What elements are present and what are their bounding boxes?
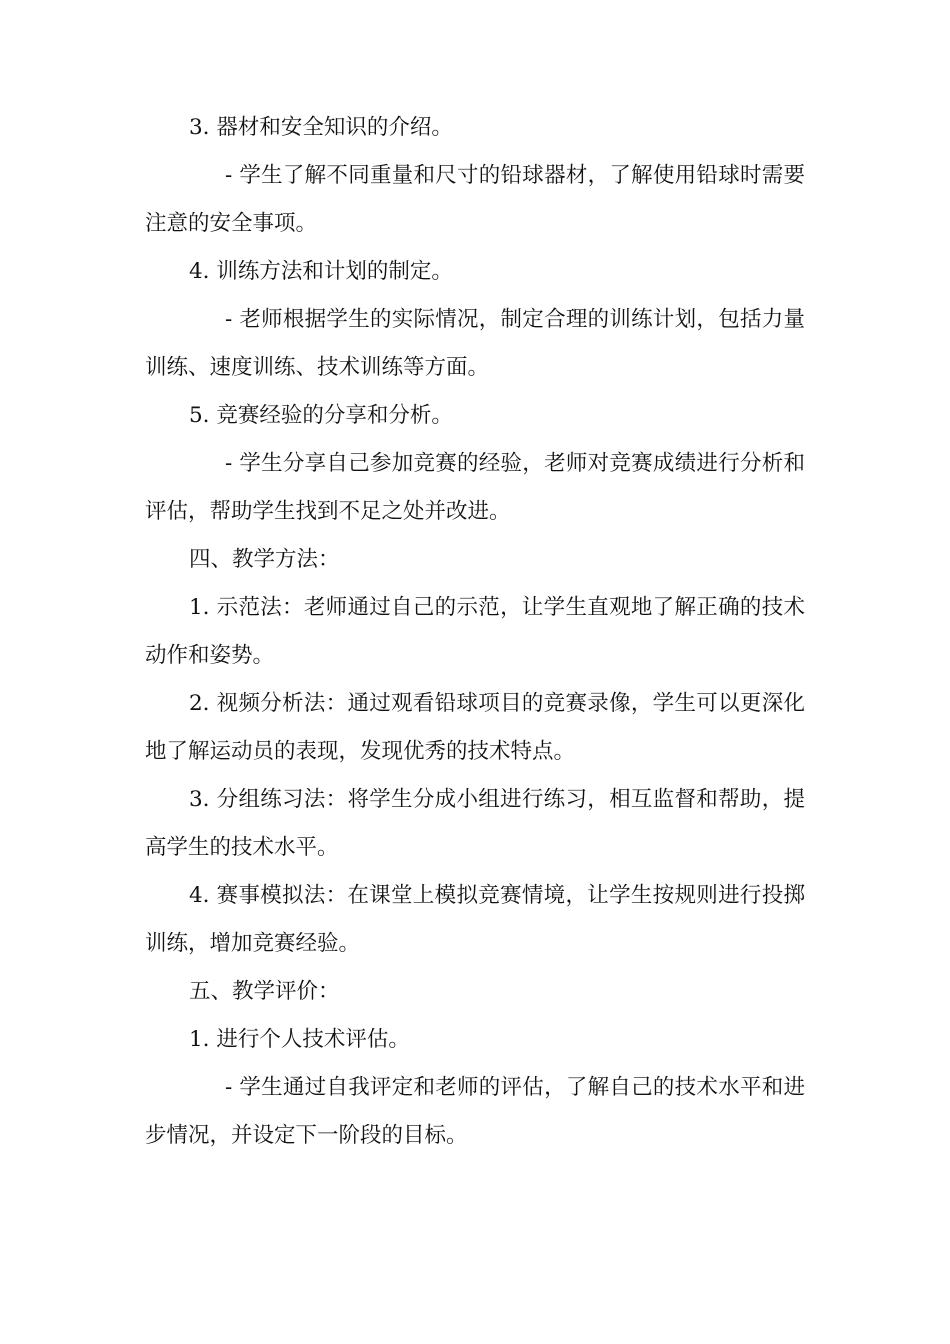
sub-item-competition-detail: - 学生分享自己参加竞赛的经验，老师对竞赛成绩进行分析和评估，帮助学生找到不足之处并改进。 — [145, 451, 805, 524]
list-item-competition-experience: 5. 竞赛经验的分享和分析。 — [189, 403, 453, 428]
sub-item-training-detail: - 老师根据学生的实际情况，制定合理的训练计划，包括力量训练、速度训练、技术训练等方面。 — [145, 307, 805, 380]
list-item-training-plan: 4. 训练方法和计划的制定。 — [189, 259, 453, 284]
section-heading-teaching-methods: 四、教学方法： — [189, 547, 340, 572]
sub-item-assessment-detail: - 学生通过自我评定和老师的评估，了解自己的技术水平和进步情况，并设定下一阶段的目标。 — [145, 1075, 805, 1148]
list-item-video-analysis: 2. 视频分析法：通过观看铅球项目的竞赛录像，学生可以更深化地了解运动员的表现，发现优秀的技术特点。 — [145, 691, 805, 764]
list-item-group-practice: 3. 分组练习法：将学生分成小组进行练习，相互监督和帮助，提高学生的技术水平。 — [145, 787, 805, 860]
document-body — [145, 104, 805, 1160]
list-item-event-simulation: 4. 赛事模拟法：在课堂上模拟竞赛情境，让学生按规则进行投掷训练，增加竞赛经验。 — [145, 883, 805, 956]
list-item-individual-assessment: 1. 进行个人技术评估。 — [189, 1027, 410, 1052]
section-heading-teaching-evaluation: 五、教学评价： — [189, 979, 340, 1004]
list-item-demonstration: 1. 示范法：老师通过自己的示范，让学生直观地了解正确的技术动作和姿势。 — [145, 595, 805, 668]
list-item-equipment-safety: 3. 器材和安全知识的介绍。 — [189, 115, 453, 140]
sub-item-equipment-detail: - 学生了解不同重量和尺寸的铅球器材，了解使用铅球时需要注意的安全事项。 — [145, 163, 805, 236]
